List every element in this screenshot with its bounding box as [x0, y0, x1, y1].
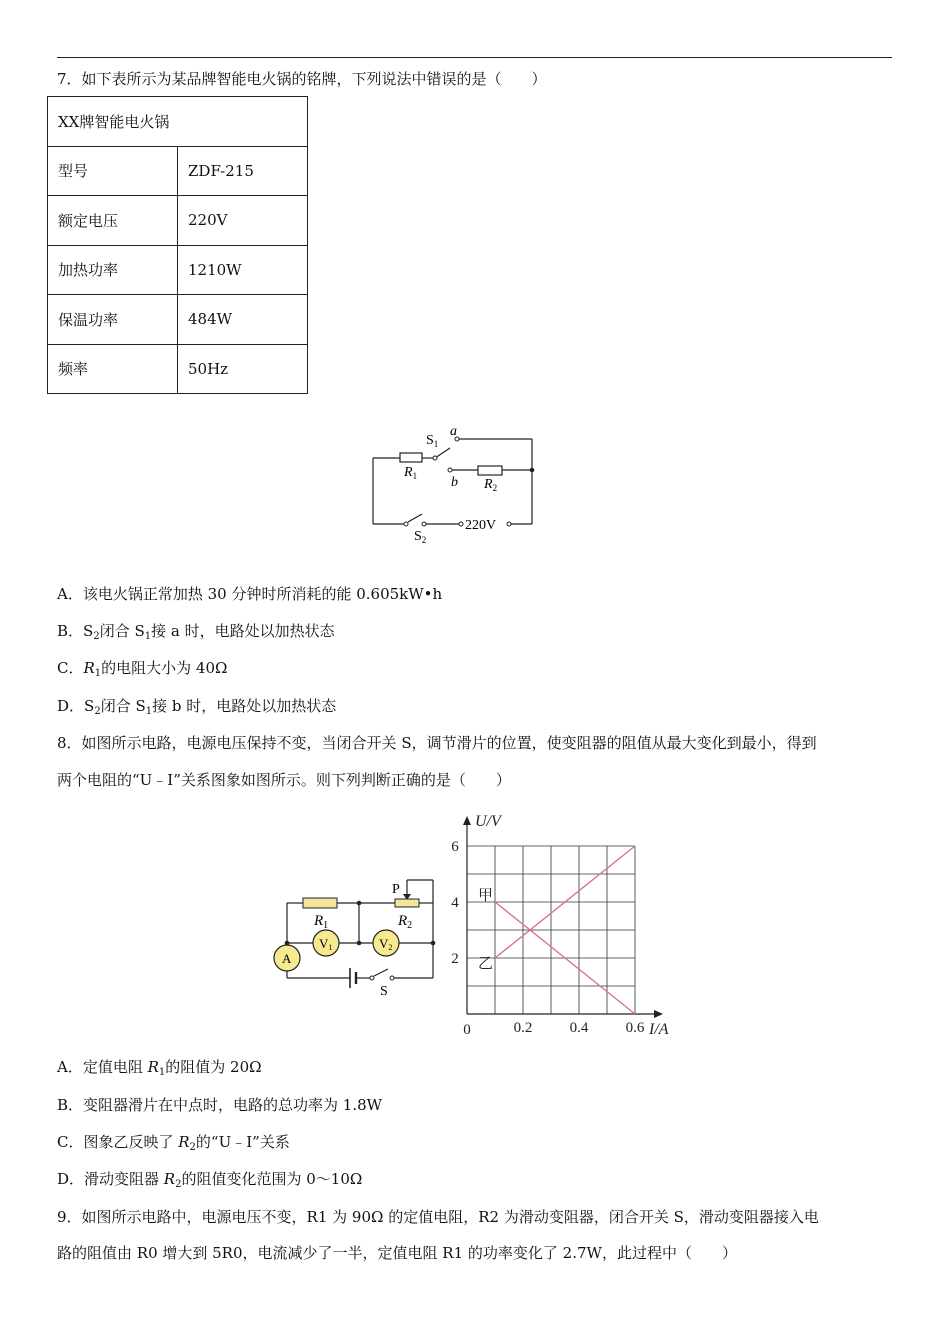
y-tick-label: 6 [451, 839, 459, 855]
label-r2: R [398, 913, 408, 929]
resistor-r1 [303, 898, 337, 908]
y-axis-arrow-icon [463, 816, 471, 825]
nameplate-value: ZDF-215 [178, 146, 308, 196]
svg-text:R1 [403, 465, 417, 481]
nameplate-table [47, 96, 308, 394]
q7-option-c-pre: C． [57, 659, 84, 677]
x-tick-label: 0.4 [569, 1020, 589, 1036]
q8-option-a-post: 的阻值为 20Ω [165, 1058, 262, 1076]
q7-option-b [57, 621, 335, 647]
q7-option-b-post: 接 a 时，电路处以加热状态 [151, 622, 335, 640]
q8-option-c-r: R [178, 1133, 190, 1151]
q7-option-d [57, 696, 336, 722]
q9-stem-line1: 9．如图所示电路中，电源电压不变，R1 为 90Ω 的定值电阻，R2 为滑动变阻器，闭合开关 S，滑动变阻器接入电 [57, 1208, 819, 1226]
label-r2: R [484, 477, 493, 492]
label-v1-sub: 1 [328, 943, 333, 952]
q7-circuit-diagram [360, 420, 550, 550]
q7-option-d-sub2: 1 [145, 706, 153, 717]
x-tick-label: 0.2 [513, 1020, 533, 1036]
q7-option-c-sub: 1 [94, 668, 102, 679]
q7-option-d-mid: 闭合 S [100, 697, 146, 715]
q7-option-c [57, 658, 227, 684]
label-s2: S [414, 529, 422, 544]
q8-option-d-sub: 2 [175, 1179, 182, 1190]
label-r1-sub: 1 [412, 471, 418, 481]
svg-text:S2 [414, 529, 426, 545]
label-v2: V [379, 936, 389, 951]
q8-option-d-r: R [163, 1170, 176, 1188]
x-axis-label: I/A [649, 1021, 669, 1038]
q7-option-b-mid: 闭合 S [99, 622, 145, 640]
y-tick-label: 4 [451, 895, 459, 911]
header-rule [57, 57, 892, 58]
label-s1-sub: 1 [433, 439, 439, 449]
chart-grid [467, 846, 635, 1014]
nameplate-title: XX牌智能电火锅 [48, 97, 308, 147]
q8-option-a-pre: A．定值电阻 [57, 1058, 148, 1076]
q7-option-d-post: 接 b 时，电路处以加热状态 [152, 697, 337, 715]
q9-stem-line2: 路的阻值由 R0 增大到 5R0，电流减少了一半，定值电阻 R1 的功率变化了 2.7W，此过程中（ ） [57, 1244, 737, 1262]
q8-option-a-r: R [147, 1058, 159, 1076]
nameplate-label: 加热功率 [48, 245, 178, 295]
q8-option-a-sub: 1 [158, 1067, 166, 1078]
y-axis-label: U/V [475, 813, 501, 830]
nameplate-value: 1210W [178, 245, 308, 295]
nameplate-value: 220V [178, 196, 308, 246]
label-v2-sub: 2 [388, 943, 393, 952]
svg-text:S1 [426, 433, 438, 449]
label-s2-sub: 2 [421, 535, 427, 545]
q7-stem: 7．如下表所示为某品牌智能电火锅的铭牌，下列说法中错误的是（ ） [57, 70, 547, 88]
q8-option-b: B．变阻器滑片在中点时，电路的总功率为 1.8W [57, 1096, 383, 1114]
q8-option-d-pre: D．滑动变阻器 [57, 1170, 164, 1188]
q7-option-d-pre: D．S [57, 697, 95, 715]
nameplate-value: 484W [178, 295, 308, 345]
origin-label: 0 [463, 1022, 471, 1038]
q8-option-d-post: 的阻值变化范围为 0～10Ω [181, 1170, 363, 1188]
label-r1: R [404, 465, 413, 480]
nameplate-label: 频率 [48, 344, 178, 394]
q7-option-c-post: 的电阻大小为 40Ω [101, 659, 228, 677]
label-s1: S [426, 433, 434, 448]
label-a: A [282, 951, 292, 966]
q7-option-b-sub1: 2 [93, 631, 100, 642]
label-r1: R [314, 913, 324, 929]
q8-option-c-post: 的“U﹣I”关系 [195, 1133, 290, 1151]
q8-option-c [57, 1132, 290, 1158]
q8-circuit-diagram [268, 875, 443, 1000]
q8-option-c-pre: C．图象乙反映了 [57, 1133, 179, 1151]
svg-text:R2 [483, 477, 497, 493]
resistor-r2 [478, 466, 502, 475]
q8-stem-line1: 8．如图所示电路，电源电压保持不变，当闭合开关 S，调节滑片的位置，使变阻器的阻值从最大变化到最小，得到 [57, 734, 817, 752]
label-r2-sub: 2 [407, 920, 413, 931]
nameplate-value: 50Hz [178, 344, 308, 394]
label-r1-sub: 1 [323, 920, 329, 931]
label-220v: 220V [465, 518, 497, 533]
label-s: S [380, 984, 388, 999]
nameplate-label: 保温功率 [48, 295, 178, 345]
q8-option-d [57, 1169, 362, 1195]
chart-labels [451, 813, 669, 1038]
y-tick-label: 2 [451, 951, 459, 967]
resistor-r1 [400, 453, 422, 462]
resistor-r2 [395, 899, 419, 907]
q7-option-c-r: R [83, 659, 95, 677]
nameplate-label: 型号 [48, 146, 178, 196]
x-tick-label: 0.6 [625, 1020, 645, 1036]
q8-option-a [57, 1057, 262, 1083]
q7-option-d-sub1: 2 [94, 706, 101, 717]
label-v1: V [319, 936, 329, 951]
svg-text:R2 [397, 913, 412, 931]
q7-option-b-pre: B．S [57, 622, 94, 640]
svg-text:R1 [313, 913, 328, 931]
label-p: P [392, 882, 400, 897]
label-r2-sub: 2 [492, 483, 498, 493]
nameplate-label: 额定电压 [48, 196, 178, 246]
x-axis-arrow-icon [654, 1010, 663, 1018]
q7-option-a: A．该电火锅正常加热 30 分钟时所消耗的能 0.605kW•h [57, 585, 443, 603]
q8-stem-line2: 两个电阻的“U﹣I”关系图象如图所示。则下列判断正确的是（ ） [57, 771, 511, 789]
q7-option-b-sub2: 1 [144, 631, 152, 642]
label-b: b [451, 475, 458, 490]
label-a: a [450, 424, 457, 439]
q8-option-c-sub: 2 [189, 1142, 196, 1153]
series-label: 甲 [477, 888, 493, 904]
q8-ui-chart [440, 800, 690, 1045]
series-label: 乙 [477, 956, 493, 972]
